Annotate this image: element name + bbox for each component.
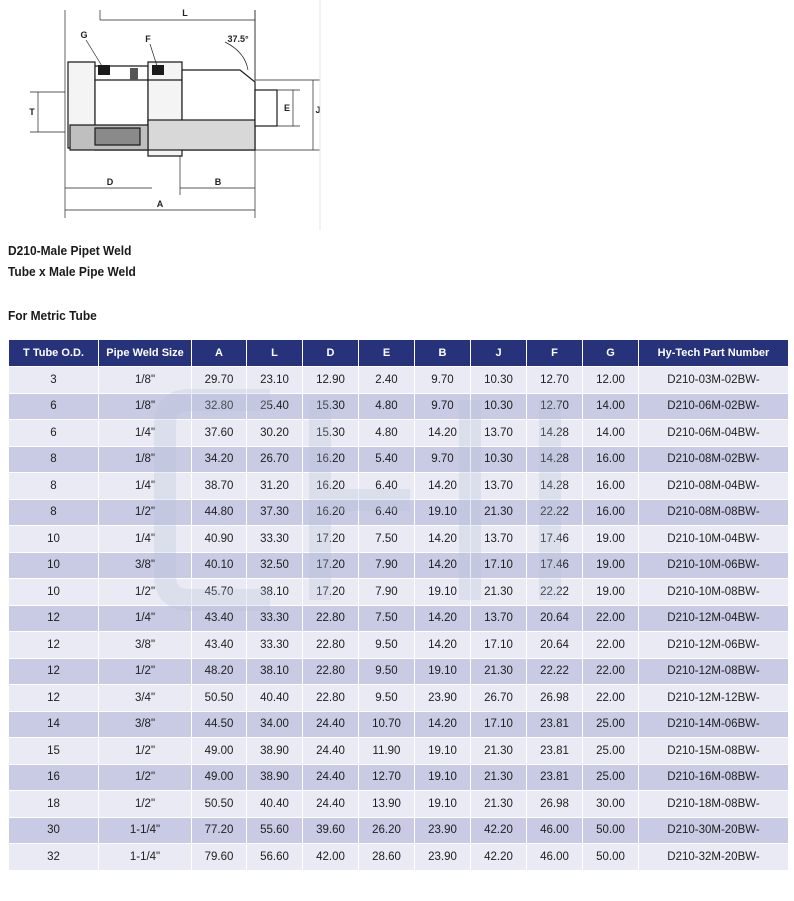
table-cell: 14.20 [415, 420, 471, 447]
dim-label-A: A [156, 199, 164, 209]
table-cell: 19.00 [583, 526, 639, 553]
table-row [9, 632, 789, 659]
specifications-table [8, 339, 789, 871]
table-cell: 16.00 [583, 473, 639, 500]
column-header: B [415, 340, 471, 367]
table-cell: 12.70 [359, 764, 415, 791]
table-cell: 8 [9, 499, 99, 526]
table-cell: 1/8" [99, 393, 192, 420]
table-cell: 22.22 [527, 499, 583, 526]
column-header: A [192, 340, 247, 367]
dim-label-E: E [283, 103, 291, 113]
table-cell: 25.40 [247, 393, 303, 420]
table-cell: 20.64 [527, 632, 583, 659]
table-cell: D210-08M-02BW- [639, 446, 789, 473]
table-cell: 38.70 [192, 473, 247, 500]
table-cell: D210-06M-04BW- [639, 420, 789, 447]
table-cell: 32.80 [192, 393, 247, 420]
table-cell: 24.40 [303, 711, 359, 738]
table-cell: 38.10 [247, 658, 303, 685]
table-cell: 22.80 [303, 685, 359, 712]
table-cell: 56.60 [247, 844, 303, 871]
dim-label-G: G [80, 30, 88, 40]
column-header: G [583, 340, 639, 367]
table-cell: 55.60 [247, 817, 303, 844]
dim-label-B: B [214, 177, 222, 187]
table-cell: 22.22 [527, 658, 583, 685]
table-cell: 38.10 [247, 579, 303, 606]
table-cell: 12.90 [303, 367, 359, 394]
table-cell: 6.40 [359, 499, 415, 526]
table-cell: 1/8" [99, 367, 192, 394]
table-cell: 8 [9, 446, 99, 473]
table-cell: 15.30 [303, 420, 359, 447]
table-cell: D210-03M-02BW- [639, 367, 789, 394]
table-cell: 49.00 [192, 764, 247, 791]
table-cell: 22.22 [527, 579, 583, 606]
table-cell: 12 [9, 685, 99, 712]
dim-label-D: D [106, 177, 114, 187]
table-cell: 15.30 [303, 393, 359, 420]
dim-label-F: F [145, 34, 151, 44]
table-cell: 7.90 [359, 579, 415, 606]
table-cell: 32.50 [247, 552, 303, 579]
table-cell: 14.20 [415, 526, 471, 553]
table-cell: 24.40 [303, 738, 359, 765]
table-cell: 6.40 [359, 473, 415, 500]
table-cell: 14.00 [583, 393, 639, 420]
table-cell: 9.70 [415, 446, 471, 473]
table-cell: 34.00 [247, 711, 303, 738]
table-cell: 1/2" [99, 738, 192, 765]
table-cell: 40.40 [247, 685, 303, 712]
table-cell: 12 [9, 632, 99, 659]
dim-label-L: L [182, 8, 188, 18]
table-cell: D210-10M-04BW- [639, 526, 789, 553]
table-cell: 19.10 [415, 499, 471, 526]
table-row [9, 420, 789, 447]
table-row [9, 711, 789, 738]
table-cell: D210-08M-04BW- [639, 473, 789, 500]
table-cell: D210-12M-06BW- [639, 632, 789, 659]
table-cell: 4.80 [359, 420, 415, 447]
table-cell: 38.90 [247, 738, 303, 765]
table-cell: 10 [9, 526, 99, 553]
table-cell: 24.40 [303, 791, 359, 818]
table-cell: 13.70 [471, 420, 527, 447]
dim-label-angle: 37.5° [227, 34, 249, 44]
table-cell: D210-12M-08BW- [639, 658, 789, 685]
table-cell: 25.00 [583, 711, 639, 738]
table-cell: 45.70 [192, 579, 247, 606]
table-cell: 13.70 [471, 605, 527, 632]
table-cell: 26.20 [359, 817, 415, 844]
column-header: D [303, 340, 359, 367]
table-cell: 49.00 [192, 738, 247, 765]
table-cell: 23.81 [527, 738, 583, 765]
table-cell: 43.40 [192, 632, 247, 659]
table-cell: 22.00 [583, 685, 639, 712]
table-cell: 3 [9, 367, 99, 394]
table-cell: 9.70 [415, 393, 471, 420]
table-cell: 1-1/4" [99, 844, 192, 871]
table-cell: D210-15M-08BW- [639, 738, 789, 765]
table-cell: 17.46 [527, 526, 583, 553]
table-cell: 14.28 [527, 473, 583, 500]
table-row [9, 473, 789, 500]
table-cell: 40.10 [192, 552, 247, 579]
column-header: Hy-Tech Part Number [639, 340, 789, 367]
table-row [9, 446, 789, 473]
table-cell: 17.46 [527, 552, 583, 579]
table-cell: 14.28 [527, 420, 583, 447]
table-cell: 48.20 [192, 658, 247, 685]
table-row [9, 526, 789, 553]
table-cell: 16.20 [303, 473, 359, 500]
table-cell: 21.30 [471, 764, 527, 791]
table-cell: 15 [9, 738, 99, 765]
table-cell: 14.20 [415, 632, 471, 659]
table-cell: 26.98 [527, 685, 583, 712]
table-cell: 21.30 [471, 791, 527, 818]
table-cell: 14.20 [415, 473, 471, 500]
table-cell: D210-32M-20BW- [639, 844, 789, 871]
table-cell: 40.40 [247, 791, 303, 818]
table-row [9, 499, 789, 526]
table-cell: 1/2" [99, 579, 192, 606]
table-cell: D210-30M-20BW- [639, 817, 789, 844]
table-cell: 23.10 [247, 367, 303, 394]
table-cell: 9.50 [359, 685, 415, 712]
table-cell: 50.00 [583, 817, 639, 844]
table-cell: D210-08M-08BW- [639, 499, 789, 526]
fitting-technical-drawing [0, 0, 330, 232]
table-cell: 16 [9, 764, 99, 791]
dim-label-J: J [315, 105, 321, 115]
table-body [9, 367, 789, 871]
table-header [9, 340, 789, 367]
table-cell: 19.00 [583, 552, 639, 579]
table-cell: 19.10 [415, 791, 471, 818]
table-cell: D210-06M-02BW- [639, 393, 789, 420]
table-cell: 22.80 [303, 632, 359, 659]
section-subtitle: For Metric Tube [8, 308, 97, 323]
table-cell: 14.00 [583, 420, 639, 447]
table-cell: 29.70 [192, 367, 247, 394]
table-cell: 12 [9, 605, 99, 632]
table-cell: 1/2" [99, 791, 192, 818]
table-row [9, 605, 789, 632]
table-cell: 1/8" [99, 446, 192, 473]
table-row [9, 367, 789, 394]
table-cell: 3/8" [99, 552, 192, 579]
table-cell: 39.60 [303, 817, 359, 844]
table-cell: 22.80 [303, 658, 359, 685]
table-cell: 17.20 [303, 552, 359, 579]
table-cell: 10 [9, 579, 99, 606]
table-cell: 32 [9, 844, 99, 871]
table-cell: 38.90 [247, 764, 303, 791]
column-header: J [471, 340, 527, 367]
table-row [9, 552, 789, 579]
table-cell: 31.20 [247, 473, 303, 500]
table-cell: 2.40 [359, 367, 415, 394]
table-cell: 1/4" [99, 473, 192, 500]
column-header: L [247, 340, 303, 367]
table-cell: 30.20 [247, 420, 303, 447]
table-cell: 11.90 [359, 738, 415, 765]
table-row [9, 579, 789, 606]
table-cell: 17.20 [303, 579, 359, 606]
table-cell: 7.50 [359, 605, 415, 632]
table-cell: 10.30 [471, 446, 527, 473]
table-cell: 26.70 [247, 446, 303, 473]
table-cell: 19.10 [415, 579, 471, 606]
table-cell: 19.10 [415, 738, 471, 765]
table-cell: 17.20 [303, 526, 359, 553]
table-cell: 42.20 [471, 817, 527, 844]
table-cell: 6 [9, 393, 99, 420]
table-cell: D210-10M-06BW- [639, 552, 789, 579]
table-cell: 42.00 [303, 844, 359, 871]
column-header: Pipe Weld Size [99, 340, 192, 367]
column-header: E [359, 340, 415, 367]
table-cell: 12.70 [527, 393, 583, 420]
table-cell: 14.20 [415, 711, 471, 738]
table-cell: 9.50 [359, 632, 415, 659]
table-cell: 33.30 [247, 632, 303, 659]
table-cell: 12.00 [583, 367, 639, 394]
table-cell: 34.20 [192, 446, 247, 473]
table-cell: D210-14M-06BW- [639, 711, 789, 738]
column-header: F [527, 340, 583, 367]
table-cell: 12 [9, 658, 99, 685]
table-cell: 10.30 [471, 393, 527, 420]
table-cell: 22.00 [583, 632, 639, 659]
table-cell: 13.90 [359, 791, 415, 818]
table-cell: 37.30 [247, 499, 303, 526]
table-cell: 28.60 [359, 844, 415, 871]
table-cell: 37.60 [192, 420, 247, 447]
table-cell: 1/2" [99, 499, 192, 526]
table-cell: 33.30 [247, 605, 303, 632]
table-cell: 30.00 [583, 791, 639, 818]
table-cell: 1/2" [99, 764, 192, 791]
table-cell: 22.00 [583, 658, 639, 685]
table-cell: 22.00 [583, 605, 639, 632]
table-cell: 21.30 [471, 738, 527, 765]
table-cell: 44.50 [192, 711, 247, 738]
table-cell: 17.10 [471, 632, 527, 659]
table-cell: 23.90 [415, 685, 471, 712]
table-cell: 30 [9, 817, 99, 844]
table-cell: D210-16M-08BW- [639, 764, 789, 791]
table-cell: D210-18M-08BW- [639, 791, 789, 818]
table-cell: 14 [9, 711, 99, 738]
table-cell: 10.70 [359, 711, 415, 738]
table-cell: 23.81 [527, 711, 583, 738]
table-cell: 8 [9, 473, 99, 500]
table-row [9, 764, 789, 791]
table-cell: 77.20 [192, 817, 247, 844]
table-cell: 7.50 [359, 526, 415, 553]
table-cell: 26.98 [527, 791, 583, 818]
table-row [9, 658, 789, 685]
table-cell: D210-12M-12BW- [639, 685, 789, 712]
table-cell: 6 [9, 420, 99, 447]
column-header: T Tube O.D. [9, 340, 99, 367]
table-cell: 12.70 [527, 367, 583, 394]
table-cell: 46.00 [527, 844, 583, 871]
table-cell: 22.80 [303, 605, 359, 632]
table-cell: 9.50 [359, 658, 415, 685]
table-cell: 79.60 [192, 844, 247, 871]
table-cell: 20.64 [527, 605, 583, 632]
table-cell: 14.20 [415, 552, 471, 579]
table-row [9, 738, 789, 765]
table-cell: 18 [9, 791, 99, 818]
dim-label-T: T [29, 107, 35, 117]
table-cell: 44.80 [192, 499, 247, 526]
table-cell: 3/8" [99, 711, 192, 738]
table-row [9, 817, 789, 844]
table-cell: 14.20 [415, 605, 471, 632]
table-cell: 14.28 [527, 446, 583, 473]
table-cell: 25.00 [583, 738, 639, 765]
table-cell: 1/4" [99, 605, 192, 632]
table-cell: 9.70 [415, 367, 471, 394]
table-cell: 23.90 [415, 817, 471, 844]
table-cell: 16.00 [583, 499, 639, 526]
table-cell: 1/4" [99, 420, 192, 447]
table-cell: 16.00 [583, 446, 639, 473]
table-cell: D210-10M-08BW- [639, 579, 789, 606]
table-cell: D210-12M-04BW- [639, 605, 789, 632]
table-cell: 50.00 [583, 844, 639, 871]
table-cell: 1/4" [99, 526, 192, 553]
table-cell: 46.00 [527, 817, 583, 844]
table-row [9, 393, 789, 420]
table-cell: 10.30 [471, 367, 527, 394]
table-cell: 19.10 [415, 658, 471, 685]
table-row [9, 685, 789, 712]
table-row [9, 791, 789, 818]
table-cell: 3/8" [99, 632, 192, 659]
table-cell: 1/2" [99, 658, 192, 685]
table-cell: 19.10 [415, 764, 471, 791]
table-cell: 43.40 [192, 605, 247, 632]
table-cell: 23.81 [527, 764, 583, 791]
table-cell: 23.90 [415, 844, 471, 871]
table-cell: 16.20 [303, 499, 359, 526]
table-cell: 13.70 [471, 473, 527, 500]
table-cell: 17.10 [471, 711, 527, 738]
product-title: D210-Male Pipet Weld [8, 243, 132, 258]
table-cell: 19.00 [583, 579, 639, 606]
table-cell: 50.50 [192, 685, 247, 712]
table-cell: 21.30 [471, 658, 527, 685]
table-cell: 25.00 [583, 764, 639, 791]
table-row [9, 844, 789, 871]
table-cell: 17.10 [471, 552, 527, 579]
table-cell: 5.40 [359, 446, 415, 473]
table-cell: 24.40 [303, 764, 359, 791]
table-cell: 50.50 [192, 791, 247, 818]
table-cell: 26.70 [471, 685, 527, 712]
table-cell: 10 [9, 552, 99, 579]
table-cell: 3/4" [99, 685, 192, 712]
table-cell: 21.30 [471, 579, 527, 606]
table-cell: 40.90 [192, 526, 247, 553]
table-cell: 1-1/4" [99, 817, 192, 844]
table-cell: 42.20 [471, 844, 527, 871]
table-cell: 16.20 [303, 446, 359, 473]
table-cell: 33.30 [247, 526, 303, 553]
table-cell: 7.90 [359, 552, 415, 579]
table-cell: 4.80 [359, 393, 415, 420]
product-description: Tube x Male Pipe Weld [8, 264, 136, 279]
table-cell: 21.30 [471, 499, 527, 526]
table-cell: 13.70 [471, 526, 527, 553]
